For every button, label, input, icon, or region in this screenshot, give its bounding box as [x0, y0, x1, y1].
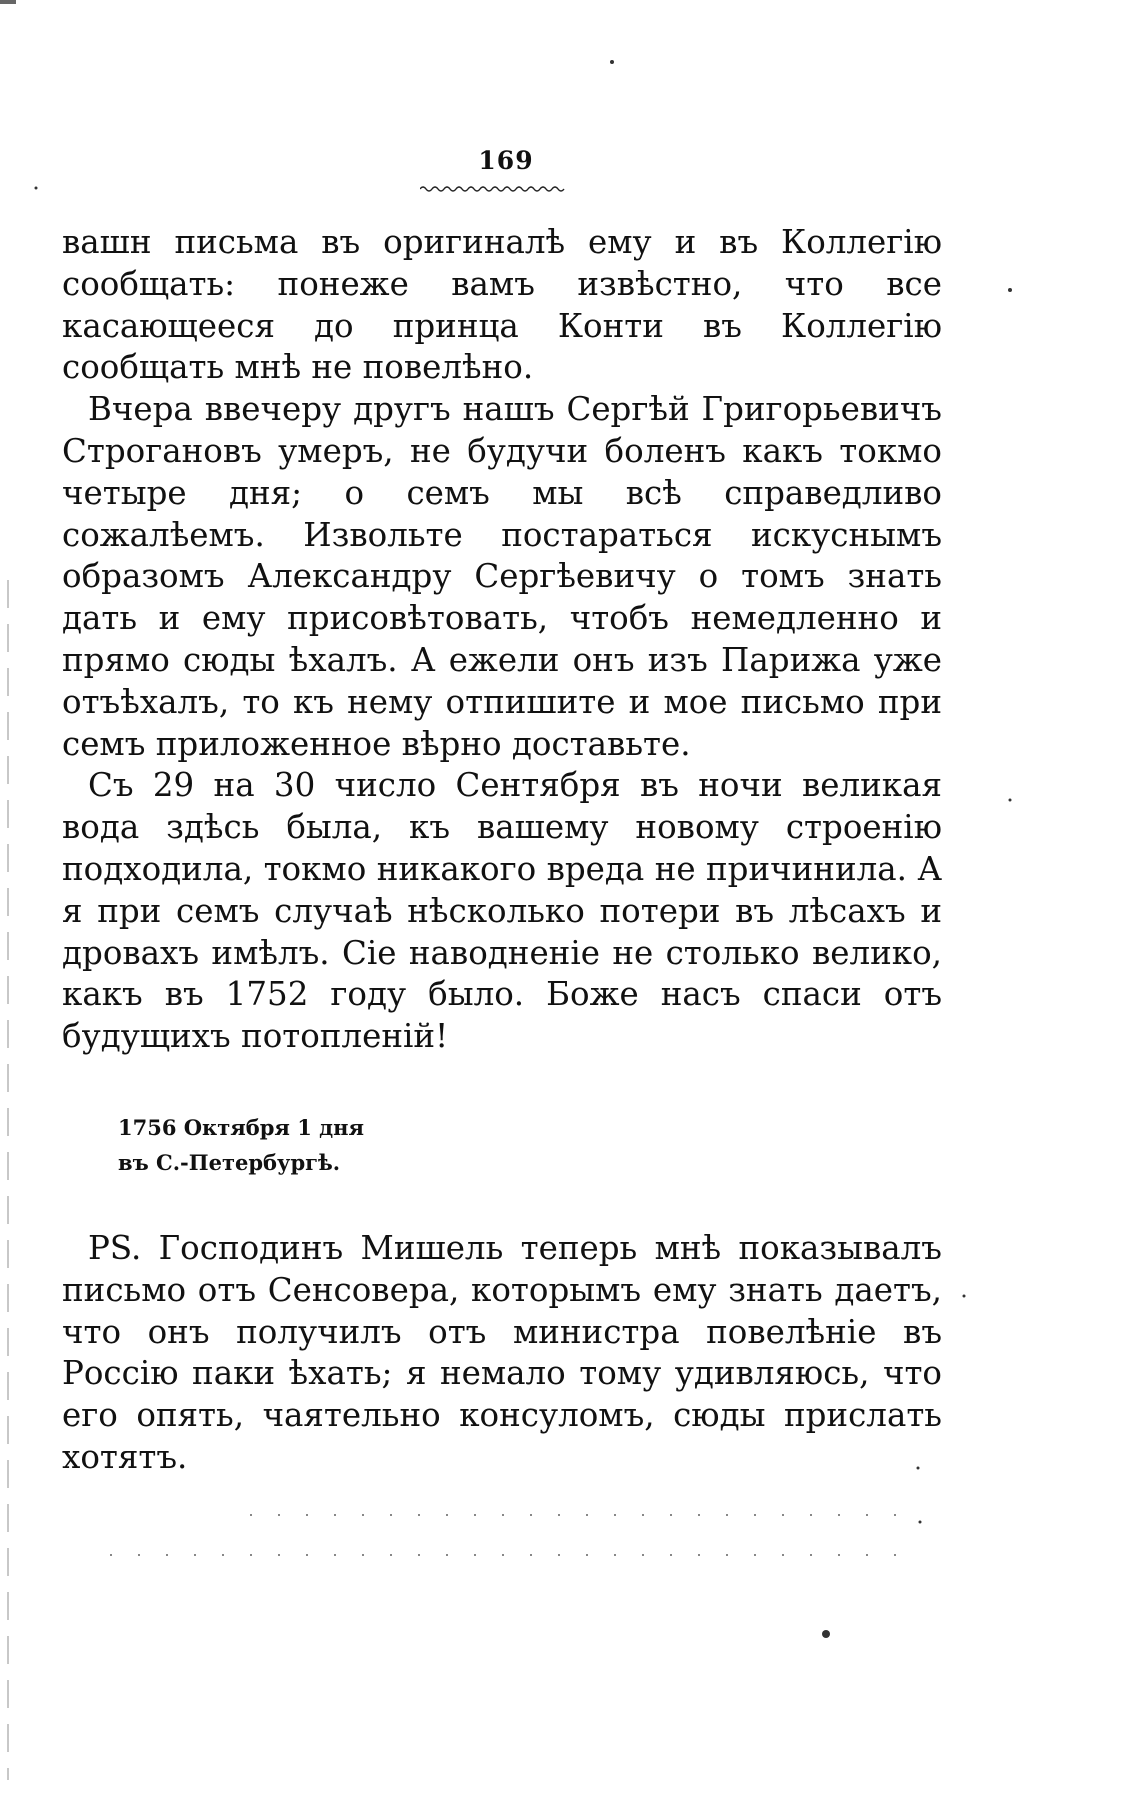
paragraph-flood: Съ 29 на 30 число Сентября въ ночи великая вода здѣсь была, къ вашему новому строенію подходила, токмо никакого вреда не причинила. А я при семъ случаѣ нѣсколько потери въ лѣсахъ и дровахъ имѣлъ. Сіе наводненіе не столько велико, какъ въ 1752 году было. Боже насъ спаси отъ будущихъ потопленій!	[62, 766, 942, 1056]
page-number: 169	[478, 146, 534, 175]
dateline-date: 1756 Октября 1 дня	[118, 1115, 365, 1140]
postscript-paragraph: PS. Господинъ Мишель теперь мнѣ показывалъ письмо отъ Сенсовера, которымъ ему знать даетъ, что онъ получилъ отъ министра повелѣніе въ Россію паки ѣхать; я немало тому удивляюсь, что его опять, чаятельно консуломъ, сюды прислать хотятъ.	[62, 1229, 942, 1476]
paragraph-stroganov: Вчера ввечеру другъ нашъ Сергѣй Григорьевичъ Строгановъ умеръ, не будучи боленъ какъ токмо четыре дня; о семъ мы всѣ справедливо сожалѣемъ. Извольте постараться искуснымъ образомъ Александру Сергѣевичу о томъ знать дать и ему присовѣтовать, чтобъ немедленно и прямо сюды ѣхалъ. А ежели онъ изъ Парижа уже отъѣхалъ, то къ нему отпишите и мое письмо при семъ приложенное вѣрно доставьте.	[62, 390, 942, 763]
dateline-place: въ С.-Петербургѣ.	[118, 1150, 341, 1175]
paragraph-continuation: вашн письма въ оригиналѣ ему и въ Коллегію сообщать: понеже вамъ извѣстно, что все касающееся до принца Конти въ Коллегію сообщать мнѣ не повелѣно.	[62, 223, 942, 387]
